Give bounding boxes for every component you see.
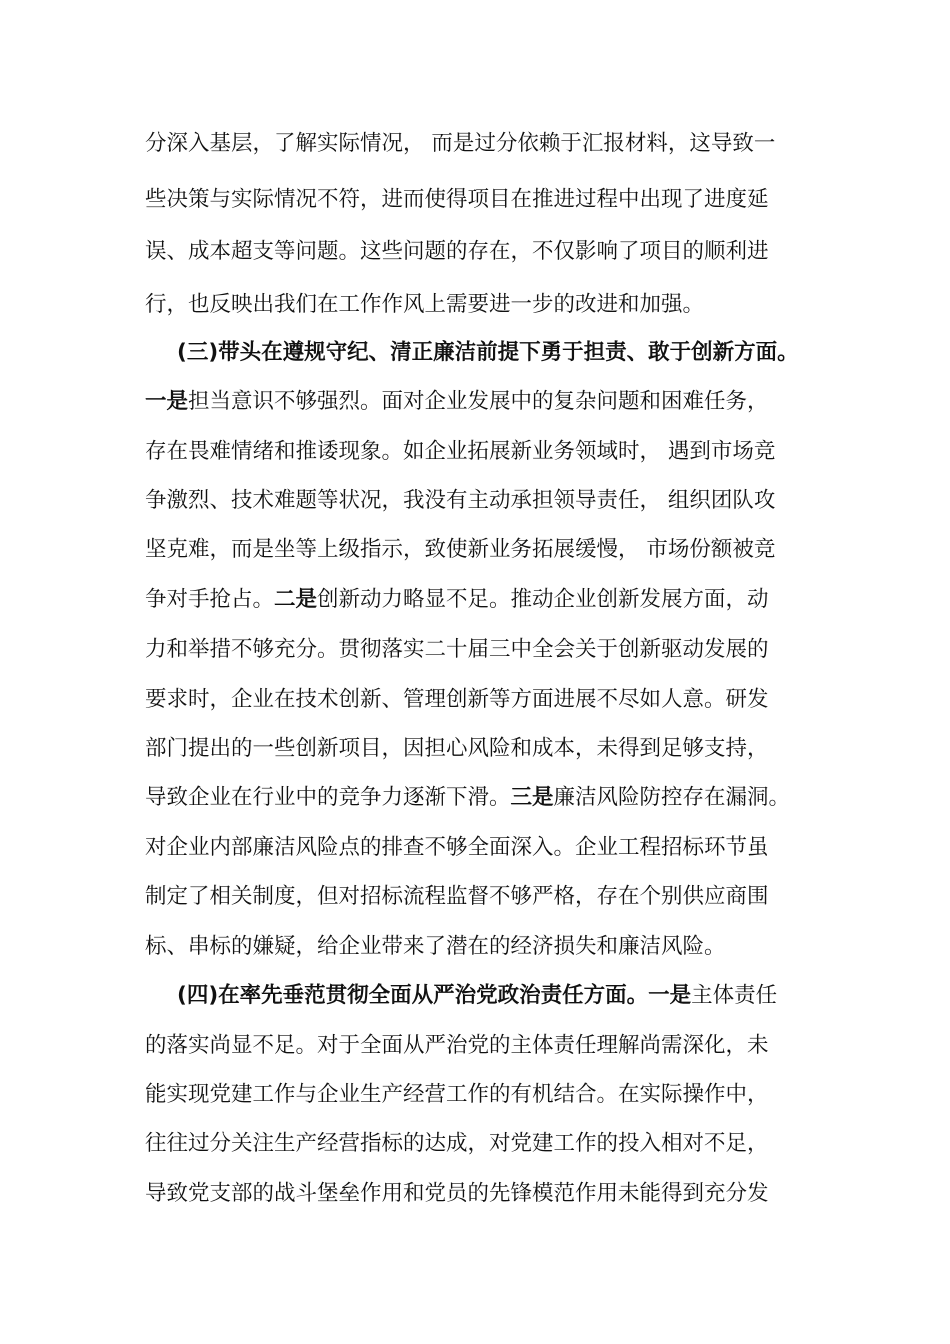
text-line [145, 1075, 825, 1115]
text-line [145, 180, 825, 220]
text-segment-bold: 一是 [648, 983, 692, 1008]
text-line [145, 481, 825, 521]
text-line [145, 1124, 825, 1164]
text-segment-bold: 二是 [274, 587, 318, 612]
text-segment: 些决策与实际情况不符，进而使得项目在推进过程中出现了进度延 [145, 187, 769, 212]
text-line [145, 927, 825, 967]
text-segment: 导致企业在行业中的竞争力逐渐下滑。 [145, 785, 511, 810]
text-segment: 存在畏难情绪和推诿现象。如企业拓展新业务领域时， 遇到市场竞 [145, 439, 776, 464]
text-line [145, 124, 825, 164]
text-line [145, 285, 825, 325]
text-line [145, 877, 825, 917]
text-segment: 导致党支部的战斗堡垒作用和党员的先锋模范作用未能得到充分发 [145, 1181, 769, 1206]
section-heading [177, 976, 827, 1016]
heading-text: (四)在率先垂范贯彻全面从严治党政治责任方面。 [177, 983, 649, 1008]
text-line [145, 580, 825, 620]
text-line [145, 530, 825, 570]
text-line [145, 680, 825, 720]
text-segment: 力和举措不够充分。贯彻落实二十届三中全会关于创新驱动发展的 [145, 637, 769, 662]
text-segment: 标、串标的嫌疑，给企业带来了潜在的经济损失和廉洁风险。 [145, 934, 726, 959]
section-heading [177, 333, 827, 373]
text-segment: 坚克难，而是坐等上级指示，致使新业务拓展缓慢， 市场份额被竞 [145, 537, 776, 562]
text-segment: 误、成本超支等问题。这些问题的存在，不仅影响了项目的顺利进 [145, 239, 769, 264]
text-line [145, 232, 825, 272]
text-segment: 对企业内部廉洁风险点的排查不够全面深入。企业工程招标环节虽 [145, 835, 769, 860]
text-segment: 要求时，企业在技术创新、管理创新等方面进展不尽如人意。研发 [145, 687, 769, 712]
heading-text: (三)带头在遵规守纪、清正廉洁前提下勇于担责、敢于创新方面。 [177, 340, 799, 365]
text-segment: 部门提出的一些创新项目，因担心风险和成本，未得到足够支持， [145, 736, 769, 761]
text-segment: 争激烈、技术难题等状况，我没有主动承担领导责任， 组织团队攻 [145, 488, 776, 513]
text-segment: 分深入基层，了解实际情况， 而是过分依赖于汇报材料，这导致一 [145, 131, 776, 156]
text-line [145, 630, 825, 670]
text-segment: 的落实尚显不足。对于全面从严治党的主体责任理解尚需深化，未 [145, 1033, 769, 1058]
text-segment-bold: 三是 [510, 785, 554, 810]
text-line [145, 729, 825, 769]
text-segment: 能实现党建工作与企业生产经营工作的有机结合。在实际操作中， [145, 1082, 769, 1107]
text-line [145, 382, 825, 422]
text-segment: 行，也反映出我们在工作作风上需要进一步的改进和加强。 [145, 292, 705, 317]
text-segment: 往往过分关注生产经营指标的达成，对党建工作的投入相对不足， [145, 1131, 769, 1156]
text-segment: 争对手抢占。 [145, 587, 275, 612]
text-segment: 制定了相关制度，但对招标流程监督不够严格，存在个别供应商围 [145, 884, 769, 909]
text-line [145, 432, 825, 472]
text-line [145, 778, 825, 818]
text-line [145, 1174, 825, 1214]
text-segment-bold: 一是 [145, 389, 189, 414]
text-segment: 廉洁风险防控存在漏洞。 [553, 785, 791, 810]
text-segment: 创新动力略显不足。推动企业创新发展方面，动 [317, 587, 769, 612]
text-line [145, 1026, 825, 1066]
text-segment: 担当意识不够强烈。面对企业发展中的复杂问题和困难任务， [188, 389, 769, 414]
text-segment: 主体责任 [691, 983, 778, 1008]
text-line [145, 828, 825, 868]
